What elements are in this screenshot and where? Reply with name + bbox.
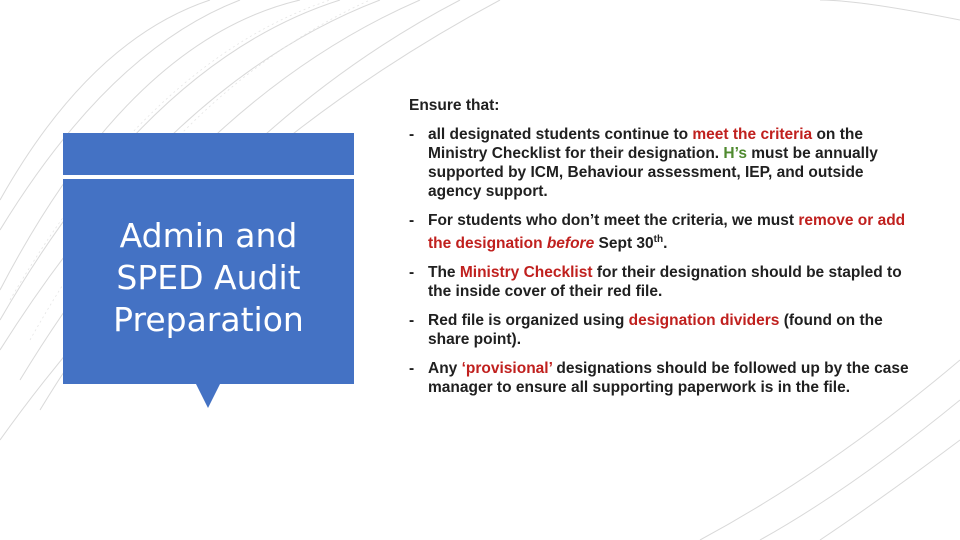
title-panel-divider (63, 175, 354, 179)
bullet-text: For students who don’t meet the criteria, we must (428, 212, 799, 229)
slide-title (63, 215, 354, 341)
bullet-text: The (428, 264, 460, 281)
bullet-text: must be annually supported by ICM, Behaviour assessment, IEP, and outside agency support. (428, 145, 878, 200)
bullet-item (409, 263, 909, 301)
bullet-text: (found on the share point). (428, 312, 883, 348)
bullet-dash: - (409, 212, 415, 229)
bullet-text: Any (428, 360, 462, 377)
bullet-text: . (663, 235, 668, 252)
title-panel (63, 133, 354, 384)
slide-title-line: Admin and (119, 216, 298, 255)
bullet-text: for their designation should be stapled to the inside cover of their red file. (428, 264, 902, 300)
bullet-dash: - (409, 126, 415, 143)
bullet-item (409, 311, 909, 349)
bullet-dash: - (409, 312, 415, 329)
highlight-red: designation dividers (628, 312, 780, 329)
bullet-text: designations should be followed up by the case manager to ensure all supporting paperwork is in the file. (428, 360, 909, 396)
bullet-text: on the Ministry Checklist for their designation. (428, 126, 863, 162)
bullet-dash: - (409, 264, 415, 281)
slide-title-line: Preparation (113, 300, 304, 339)
bullet-dash: - (409, 360, 415, 377)
highlight-red: Ministry Checklist (459, 264, 593, 281)
highlight-red: meet the criteria (692, 126, 813, 143)
bullet-text: all designated students continue to (428, 126, 693, 143)
highlight-red-italic: before (546, 235, 595, 252)
bullet-text: Sept 30 (594, 235, 654, 252)
highlight-red: remove or add the designation (428, 212, 906, 252)
intro-text: Ensure that: (409, 97, 500, 114)
title-panel-pointer (196, 384, 220, 408)
slide-title-line: SPED Audit (116, 258, 301, 297)
highlight-red: ‘provisional’ (461, 360, 553, 377)
bullet-text: Red file is organized using (428, 312, 629, 329)
highlight-green: H’s (723, 145, 747, 162)
content-body (409, 96, 909, 407)
superscript: th (653, 234, 664, 245)
bullet-item (409, 125, 909, 201)
bullet-item (409, 211, 909, 253)
bullet-item (409, 359, 909, 397)
